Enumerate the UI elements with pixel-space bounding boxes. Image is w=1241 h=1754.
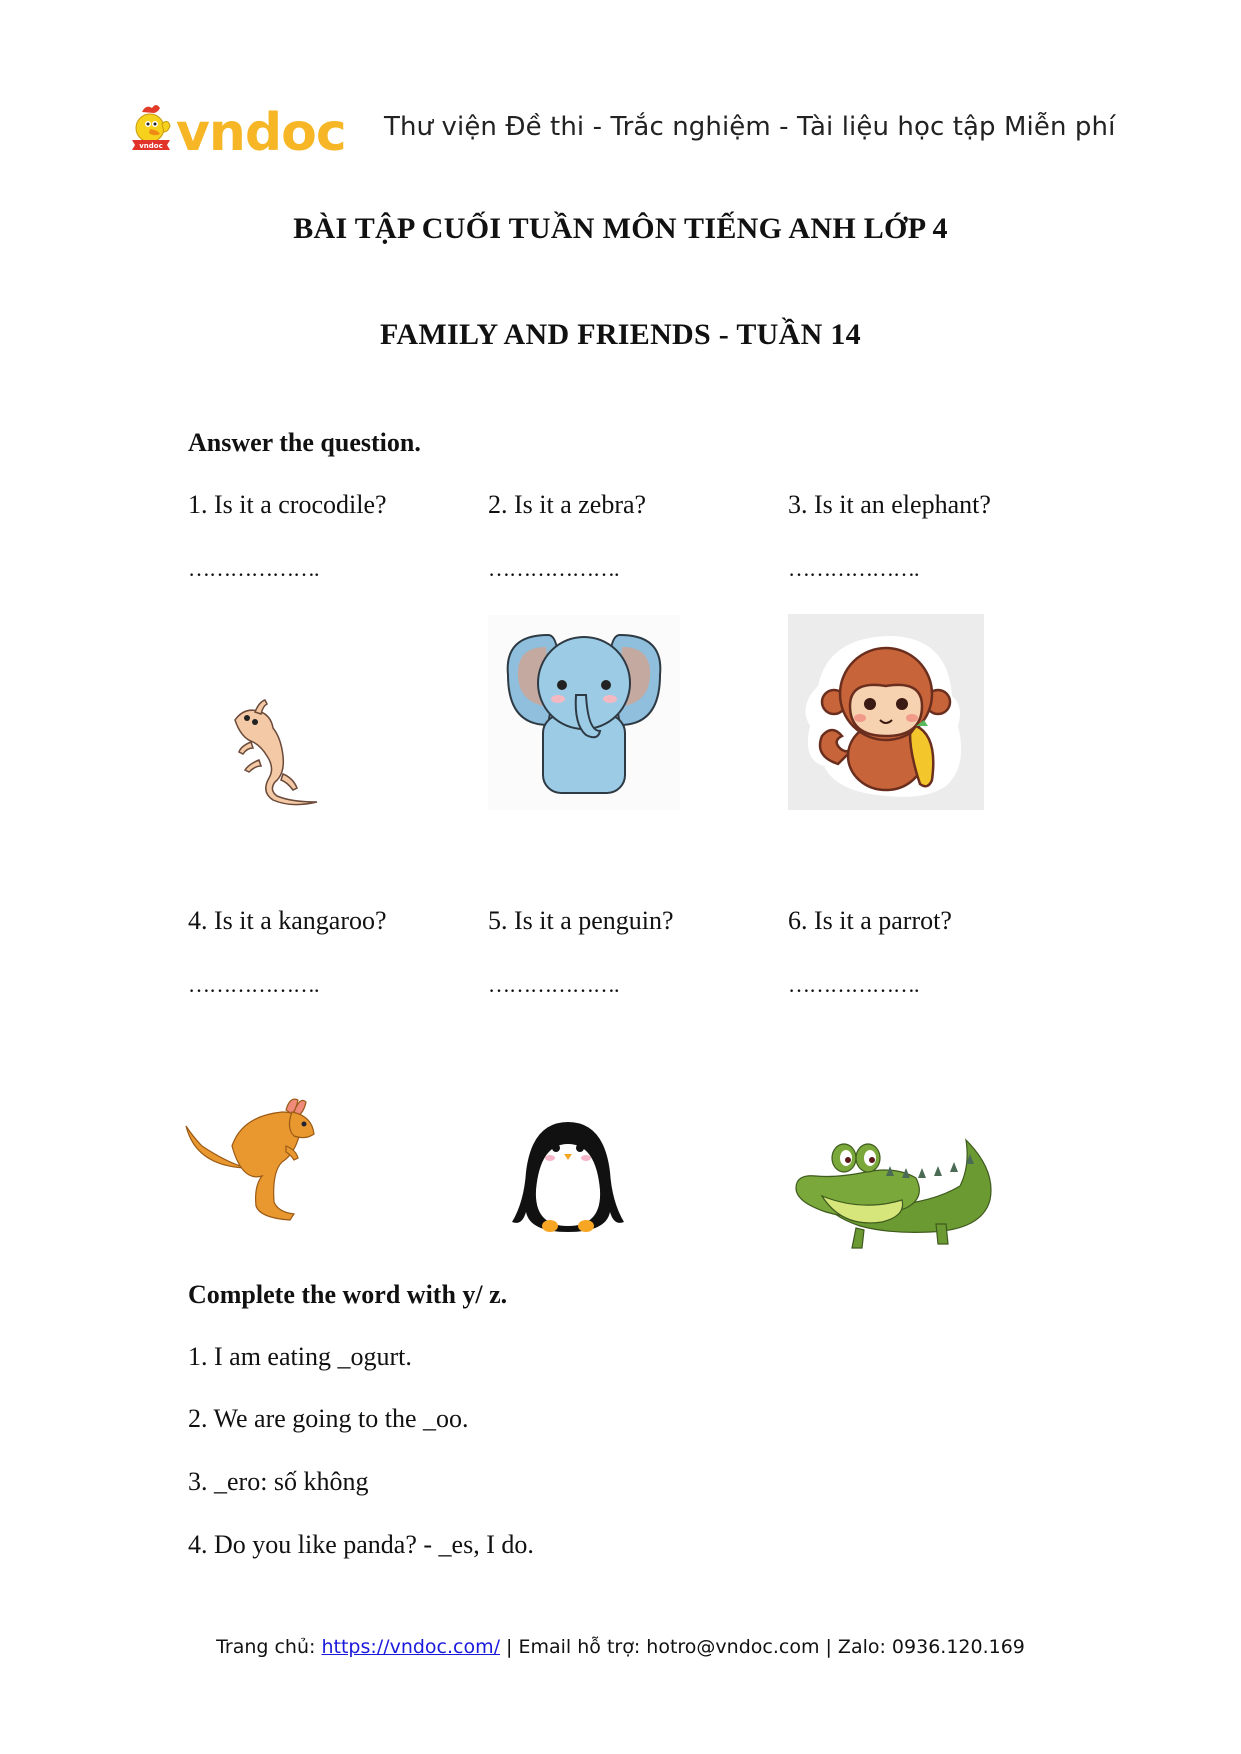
sentence-2: 2. We are going to the _oo.	[188, 1404, 469, 1433]
sentence-3: 3. _ero: số không	[188, 1467, 369, 1496]
svg-text:vndoc: vndoc	[139, 142, 163, 150]
sentence-1: 1. I am eating _ogurt.	[188, 1342, 412, 1371]
gecko-icon	[225, 690, 330, 815]
section-heading-answer: Answer the question.	[188, 428, 421, 457]
chicken-mascot-icon	[132, 105, 170, 150]
question-5: 5. Is it a penguin?	[488, 906, 674, 935]
section-heading-complete: Complete the word with y/ z.	[188, 1280, 508, 1309]
penguin-icon	[510, 1118, 626, 1236]
logo-wordmark: vndoc	[176, 103, 346, 162]
question-3: 3. Is it an elephant?	[788, 490, 991, 519]
footer-zalo: | Zalo: 0936.120.169	[819, 1636, 1025, 1658]
question-1: 1. Is it a crocodile?	[188, 490, 387, 519]
footer-email: | Email hỗ trợ: hotro@vndoc.com	[500, 1636, 820, 1658]
question-4: 4. Is it a kangaroo?	[188, 906, 387, 935]
question-2: 2. Is it a zebra?	[488, 490, 647, 519]
page-subtitle: FAMILY AND FRIENDS - TUẦN 14	[380, 318, 861, 351]
kangaroo-icon	[182, 1096, 342, 1226]
elephant-icon	[488, 615, 680, 810]
page-footer	[0, 1636, 1241, 1658]
monkey-icon	[788, 614, 984, 810]
answer-blank-6[interactable]: ……………….	[788, 972, 919, 997]
answer-blank-2[interactable]: ……………….	[488, 556, 619, 581]
sentence-4: 4. Do you like panda? - _es, I do.	[188, 1530, 534, 1559]
vndoc-logo[interactable]	[128, 102, 358, 162]
answer-blank-1[interactable]: ……………….	[188, 556, 319, 581]
footer-home-link[interactable]: https://vndoc.com/	[321, 1636, 501, 1658]
answer-blank-4[interactable]: ……………….	[188, 972, 319, 997]
crocodile-icon	[786, 1136, 1004, 1252]
site-tagline: Thư viện Đề thi - Trắc nghiệm - Tài liệu học tập Miễn phí	[384, 112, 1116, 142]
page-title: BÀI TẬP CUỐI TUẦN MÔN TIẾNG ANH LỚP 4	[293, 212, 948, 245]
footer-home-label: Trang chủ:	[216, 1636, 322, 1658]
answer-blank-3[interactable]: ……………….	[788, 556, 919, 581]
question-6: 6. Is it a parrot?	[788, 906, 952, 935]
answer-blank-5[interactable]: ……………….	[488, 972, 619, 997]
